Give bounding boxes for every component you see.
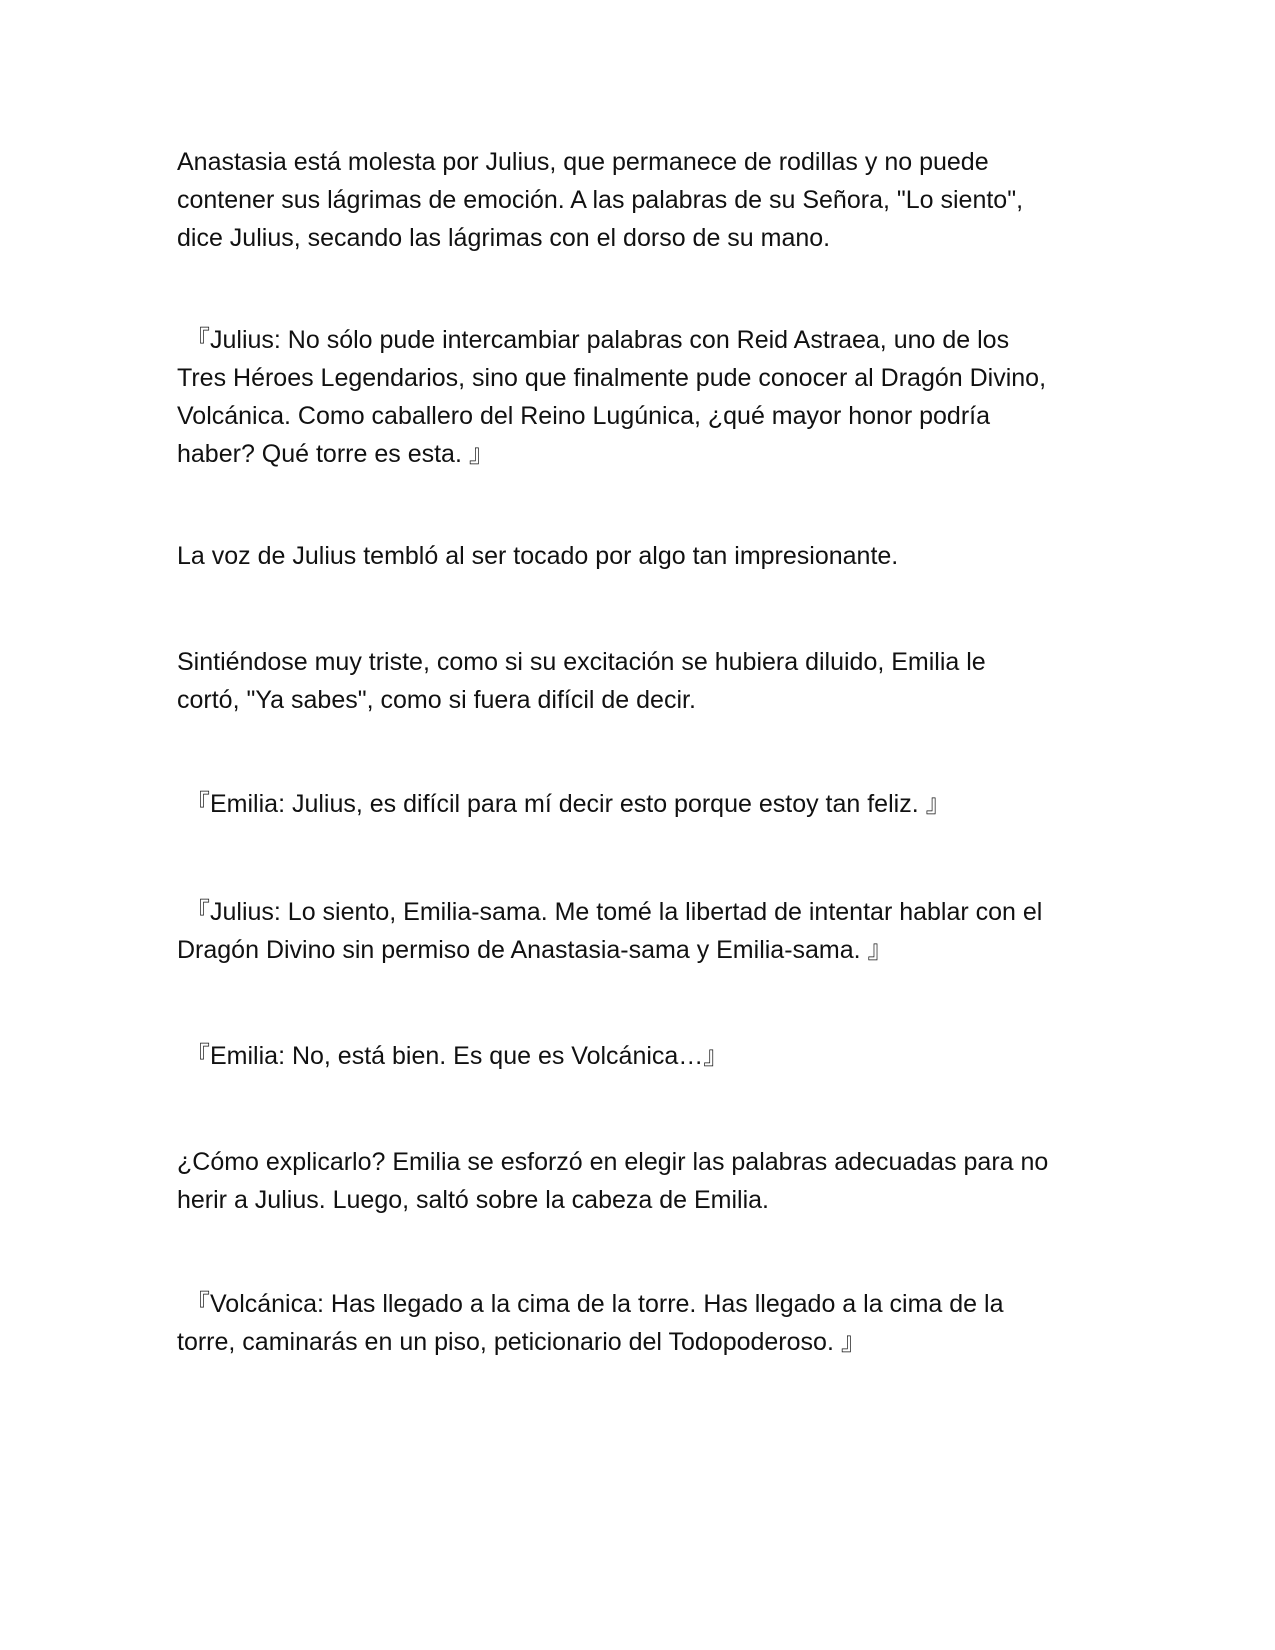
text-line: 『Emilia: No, está bien. Es que es Volcánica…』 [185, 1042, 729, 1070]
text-line: Anastasia está molesta por Julius, que permanece de rodillas y no puede [177, 148, 989, 176]
text-line: torre, caminarás en un piso, peticionario del Todopoderoso. 』 [177, 1328, 866, 1356]
text-line: Tres Héroes Legendarios, sino que finalmente pude conocer al Dragón Divino, [177, 364, 1047, 392]
paragraph-narration-3 [177, 643, 1112, 719]
text-line: La voz de Julius tembló al ser tocado por algo tan impresionante. [177, 542, 899, 570]
paragraph-dialogue-volcanica [177, 1285, 1112, 1361]
paragraph-narration-1 [177, 143, 1112, 257]
text-line: contener sus lágrimas de emoción. A las palabras de su Señora, "Lo siento", [177, 186, 1024, 214]
paragraph-dialogue-julius-1 [177, 321, 1112, 473]
text-line: 『Volcánica: Has llegado a la cima de la torre. Has llegado a la cima de la [185, 1290, 1004, 1318]
paragraph-dialogue-julius-2 [177, 893, 1112, 969]
text-line: haber? Qué torre es esta. 』 [177, 440, 494, 468]
text-line: dice Julius, secando las lágrimas con el dorso de su mano. [177, 224, 831, 252]
text-line: Sintiéndose muy triste, como si su excitación se hubiera diluido, Emilia le [177, 648, 986, 676]
text-line: 『Julius: Lo siento, Emilia-sama. Me tomé la libertad de intentar hablar con el [185, 898, 1043, 926]
text-line: Dragón Divino sin permiso de Anastasia-sama y Emilia-sama. 』 [177, 936, 893, 964]
text-line: Volcánica. Como caballero del Reino Lugúnica, ¿qué mayor honor podría [177, 402, 990, 430]
text-line: 『Julius: No sólo pude intercambiar palabras con Reid Astraea, uno de los [185, 326, 1010, 354]
paragraph-dialogue-emilia-2 [185, 1037, 1120, 1075]
text-line: 『Emilia: Julius, es difícil para mí decir esto porque estoy tan feliz. 』 [185, 790, 951, 818]
text-line: cortó, "Ya sabes", como si fuera difícil de decir. [177, 686, 696, 714]
paragraph-narration-4 [177, 1143, 1112, 1219]
text-line: herir a Julius. Luego, saltó sobre la cabeza de Emilia. [177, 1186, 769, 1214]
paragraph-dialogue-emilia-1 [185, 785, 1120, 823]
paragraph-narration-2 [177, 537, 1112, 575]
text-line: ¿Cómo explicarlo? Emilia se esforzó en elegir las palabras adecuadas para no [177, 1148, 1049, 1176]
